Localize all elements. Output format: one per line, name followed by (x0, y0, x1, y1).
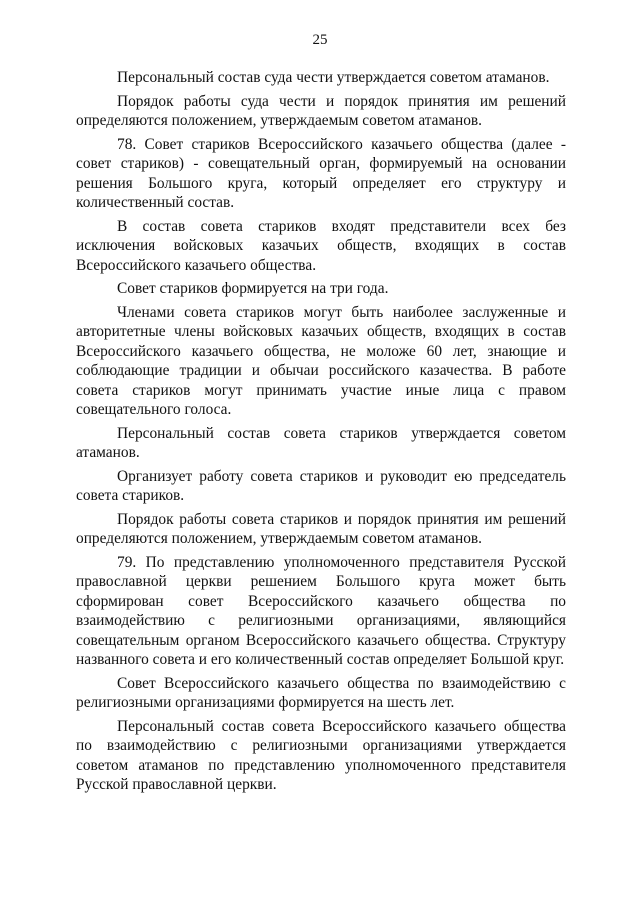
page-number: 25 (312, 32, 328, 48)
paragraph-religious-council-approval: Персональный состав совета Всероссийского казачьего общества по взаимодействию с религиозными организациями утверждается советом атаманов по представлению уполномоченного представителя Русской православной церкви. (76, 717, 566, 793)
paragraph-elders-council-members: Членами совета стариков могут быть наиболее заслуженные и авторитетные члены войсковых казачьих обществ, входящих в состав Всероссийского казачьего общества, не моложе 60 лет, знающие и соблюдающие традиции и обычаи российского казачества. В работе совета стариков могут принимать участие иные лица с правом совещательного голоса. (76, 303, 566, 418)
paragraph-elders-council-approval: Персональный состав совета стариков утверждается советом атаманов. (76, 424, 566, 461)
paragraph-honor-court-procedure: Порядок работы суда чести и порядок принятия им решений определяются положением, утверждаемым советом атаманов. (76, 92, 566, 129)
paragraph-79-religious-council: 79. По представлению уполномоченного представителя Русской православной церкви решением Большого круга может быть сформирован совет Всероссийского казачьего общества по взаимодействию с религиозными организациями, являющийся совещательным органом Всероссийского казачьего общества. Структуру названного совета и его количественный состав определяет Большой круг. (76, 553, 566, 668)
document-body (76, 68, 566, 799)
paragraph-religious-council-term: Совет Всероссийского казачьего общества по взаимодействию с религиозными организациями формируется на шесть лет. (76, 674, 566, 711)
paragraph-honor-court-composition: Персональный состав суда чести утверждается советом атаманов. (117, 69, 550, 86)
paragraph-elders-council-term: Совет стариков формируется на три года. (117, 280, 389, 297)
paragraph-elders-council-procedure: Порядок работы совета стариков и порядок принятия им решений определяются положением, утверждаемым советом атаманов. (76, 510, 566, 547)
paragraph-elders-council-membership: В состав совета стариков входят представители всех без исключения войсковых казачьих обществ, входящих в состав Всероссийского казачьего общества. (76, 217, 566, 274)
paragraph-78-elders-council: 78. Совет стариков Всероссийского казачьего общества (далее - совет стариков) - совещательный орган, формируемый на основании решения Большого круга, который определяет его структуру и количественный состав. (76, 135, 566, 211)
paragraph-elders-council-chair: Организует работу совета стариков и руководит ею председатель совета стариков. (76, 467, 566, 504)
